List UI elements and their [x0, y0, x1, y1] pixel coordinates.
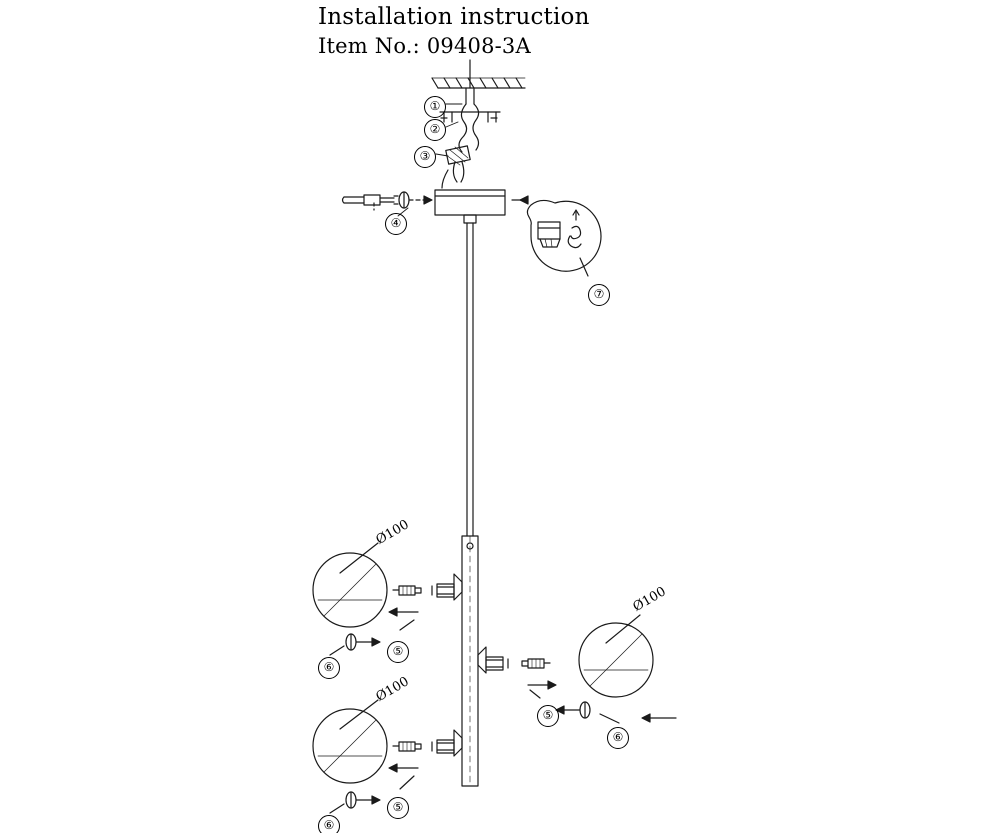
callout-6-middle: ⑥: [607, 727, 629, 749]
diameter-label-upper-left: Ø100: [373, 517, 412, 548]
callout-2: ②: [424, 119, 446, 141]
callout-1: ①: [424, 96, 446, 118]
screw-item4: [399, 192, 432, 208]
bulb-upper-left: [393, 586, 421, 595]
dim-leader-middle-right: [606, 615, 640, 643]
globe-shade-upper-left: [313, 553, 387, 627]
callout-5-upper: ⑤: [387, 641, 409, 663]
callout-5-middle: ⑤: [537, 705, 559, 727]
main-rod: [467, 223, 473, 536]
globe-shade-lower-left: [313, 709, 387, 783]
ceiling-hatch: [432, 78, 525, 88]
screw-lower-left: [330, 792, 380, 813]
item-number: Item No.: 09408-3A: [318, 34, 531, 58]
arrow-assembly-lower-left: [389, 764, 418, 789]
screw-upper-left: [330, 634, 380, 655]
mounting-bracket: [440, 112, 500, 122]
supply-wire: [459, 60, 479, 152]
callout-4: ④: [385, 213, 407, 235]
callout-6-lower: ⑥: [318, 815, 340, 833]
callout-6-upper: ⑥: [318, 657, 340, 679]
diameter-label-middle-right: Ø100: [630, 584, 669, 615]
canopy: [435, 190, 505, 223]
callout-3: ③: [414, 146, 436, 168]
dim-leader-upper-left: [340, 543, 378, 573]
diameter-label-lower-left: Ø100: [373, 674, 412, 705]
bulb-middle-right: [522, 659, 550, 668]
screw-middle-right: [556, 702, 619, 723]
lower-body: [462, 536, 478, 786]
socket-arm-middle-right: [478, 647, 508, 673]
page-title: Installation instruction: [318, 4, 590, 30]
screwdriver-tool: [343, 195, 399, 205]
detail-pointer: [512, 196, 528, 204]
arrow-assembly-upper-left: [389, 608, 418, 630]
dim-leader-lower-left: [340, 700, 378, 729]
callout-5-lower: ⑤: [387, 797, 409, 819]
socket-arm-lower-left: [432, 730, 462, 756]
callout-7: ⑦: [588, 284, 610, 306]
bulb-lower-left: [393, 742, 421, 751]
terminal-block: [446, 146, 470, 165]
detail-bubble: [527, 200, 601, 276]
wire-to-canopy: [442, 162, 464, 188]
socket-arm-upper-left: [432, 574, 462, 600]
